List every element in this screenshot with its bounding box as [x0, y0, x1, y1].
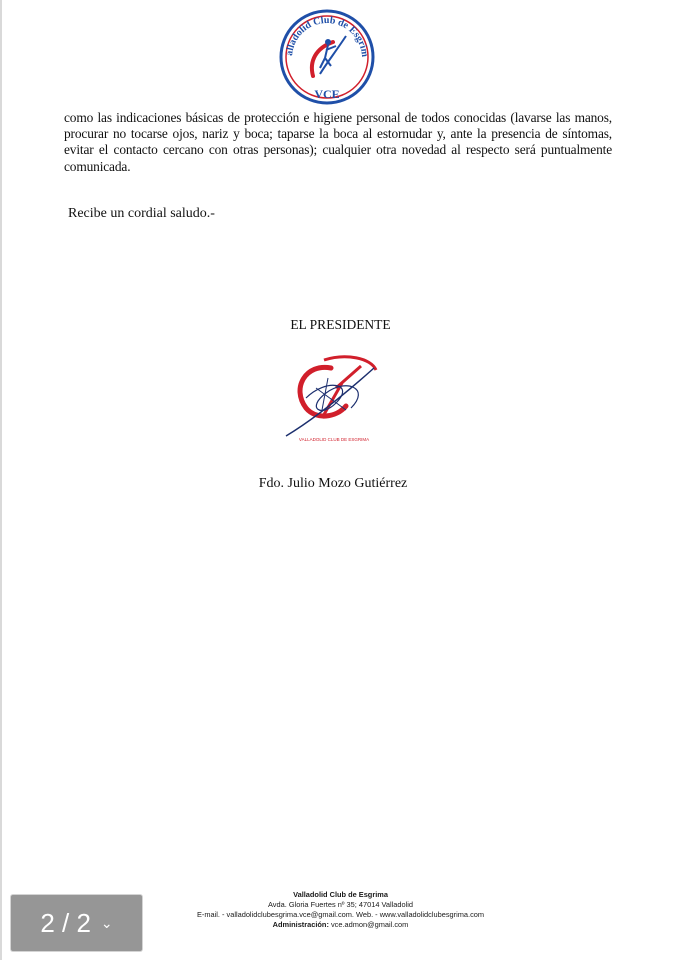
signature-stamp — [276, 348, 390, 444]
club-logo — [276, 6, 378, 108]
page-indicator-button[interactable] — [10, 894, 143, 952]
logo-club-name: alladolid Club de Esgrim — [284, 14, 371, 58]
signer-name: Fdo. Julio Mozo Gutiérrez — [258, 476, 408, 491]
stamp-text: VALLADOLID CLUB DE ESGRIMA — [298, 437, 370, 442]
footer-address: Avda. Gloria Fuertes nº 35; 47014 Valladolid — [268, 900, 413, 909]
footer-admin-label: Administración: — [272, 920, 329, 929]
signature-icon — [276, 348, 390, 444]
footer-admin-email: vce.admon@gmail.com — [330, 920, 409, 929]
page-indicator: 2 / 2 — [40, 907, 91, 938]
fencer-logo-icon — [276, 6, 378, 108]
body-paragraph: como las indicaciones básicas de protección e higiene personal de todos conocidas (lavarse las manos, procurar no tocarse ojos, nariz y boca; taparse la boca al estornudar y, ante la presencia de síntomas, evitar el contacto cercano con otras personas); cualquier otra novedad al respecto será puntualmente comunicada. — [64, 110, 612, 174]
greeting: Recibe un cordial saludo.- — [68, 206, 215, 221]
footer-org: Valladolid Club de Esgrima — [293, 890, 388, 899]
chevron-down-icon: ⌄ — [100, 914, 113, 931]
footer-contact: E-mail. - valladolidclubesgrima.vce@gmail.com. Web. - www.valladolidclubesgrima.com — [196, 910, 485, 919]
logo-initials: VCE — [314, 87, 340, 101]
president-title: EL PRESIDENTE — [290, 317, 391, 332]
